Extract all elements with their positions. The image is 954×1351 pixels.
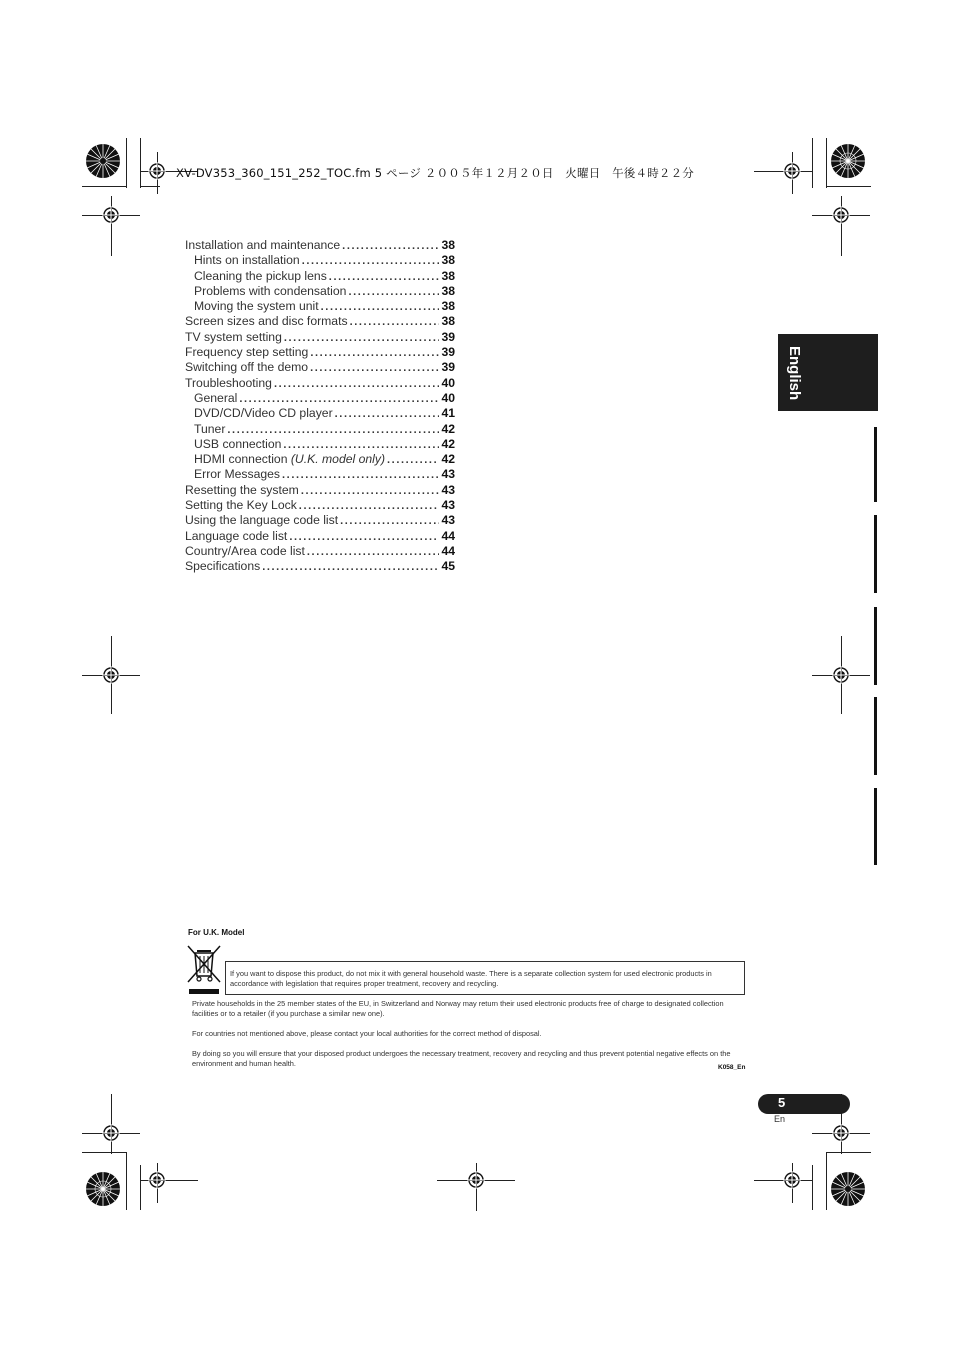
toc-entry-page: 44 (441, 543, 455, 558)
toc-entry-page: 43 (441, 498, 455, 513)
toc-leader-dots (340, 515, 439, 527)
toc-entry[interactable] (185, 314, 455, 329)
notice-code: K058_En (718, 1064, 746, 1071)
toc-entry[interactable] (185, 299, 455, 314)
toc-entry-title: Switching off the demo (185, 360, 309, 375)
toc-entry-page: 42 (441, 436, 455, 451)
registration-mark-icon (832, 666, 850, 684)
toc-leader-dots (307, 546, 440, 558)
toc-entry[interactable] (185, 238, 455, 253)
toc-entry[interactable] (185, 483, 455, 498)
toc-entry-page: 38 (441, 238, 455, 252)
registration-mark-icon (783, 162, 801, 180)
toc-leader-dots (387, 454, 439, 466)
starburst-target-icon (85, 143, 121, 179)
language-tab-label: English (786, 346, 803, 401)
toc-entry[interactable] (185, 406, 455, 421)
toc-entry-title: DVD/CD/Video CD player (194, 406, 333, 421)
toc-entry-title: Setting the Key Lock (185, 498, 297, 513)
starburst-target-icon (85, 1171, 121, 1207)
toc-entry-title: HDMI connection (U.K. model only) (194, 452, 386, 467)
registration-mark-icon (467, 1171, 485, 1189)
toc-entry-title: Installation and maintenance (185, 238, 341, 252)
toc-entry[interactable] (185, 345, 455, 360)
page-language: En (774, 1114, 786, 1124)
toc-leader-dots (282, 469, 439, 481)
toc-entry-title: Hints on installation (194, 253, 300, 268)
toc-entry[interactable] (185, 253, 455, 268)
toc-entry-title: Cleaning the pickup lens (194, 268, 327, 283)
toc-entry-page: 38 (441, 253, 455, 268)
toc-leader-dots (321, 301, 440, 313)
registration-mark-icon (832, 206, 850, 224)
notice-paragraph: Private households in the 25 member states of the EU, in Switzerland and Norway may return their used electronic products free of charge to designated collection facilities or to a retailer (if you purchase a similar new one). (192, 999, 724, 1018)
toc-entry-page: 38 (441, 283, 455, 298)
toc-entry[interactable] (185, 360, 455, 375)
toc-entry[interactable] (185, 513, 455, 528)
toc-entry-page: 39 (441, 329, 455, 344)
toc-leader-dots (239, 393, 439, 405)
toc-entry-title: Screen sizes and disc formats (185, 314, 348, 329)
toc-entry[interactable] (185, 529, 455, 544)
notice-paragraph: For countries not mentioned above, please contact your local authorities for the correct method of disposal. (192, 1029, 542, 1038)
starburst-target-icon (830, 1171, 866, 1207)
registration-mark-icon (102, 666, 120, 684)
toc-entry-title: Error Messages (194, 467, 281, 482)
file-header-line: XV-DV353_360_151_252_TOC.fm 5 ページ ２００５年１２月２０日 火曜日 午後４時２２分 (176, 166, 695, 180)
toc-leader-dots (227, 424, 439, 436)
toc-entry[interactable] (185, 467, 455, 482)
toc-entry-page: 44 (441, 528, 455, 543)
registration-mark-icon (148, 1171, 166, 1189)
toc-entry[interactable] (185, 330, 455, 345)
toc-entry[interactable] (185, 269, 455, 284)
toc-entry-title: Troubleshooting (185, 375, 272, 390)
registration-mark-icon (783, 1171, 801, 1189)
toc-entry-page: 38 (441, 268, 455, 283)
starburst-target-icon (830, 143, 866, 179)
page-number: 5 (778, 1095, 786, 1110)
toc-leader-dots (283, 439, 439, 451)
toc-entry[interactable] (185, 437, 455, 452)
toc-entry-page: 43 (441, 467, 455, 482)
registration-mark-icon (832, 1124, 850, 1142)
toc-entry-page: 43 (441, 482, 455, 497)
toc-entry-page: 40 (441, 375, 455, 390)
toc-entry[interactable] (185, 544, 455, 559)
toc-leader-dots (284, 332, 440, 344)
toc-leader-dots (310, 347, 439, 359)
toc-entry-page: 40 (441, 390, 455, 405)
toc-entry-title: Country/Area code list (185, 543, 305, 558)
toc-leader-dots (299, 500, 440, 512)
toc-leader-dots (329, 271, 440, 283)
page-number-badge (758, 1094, 850, 1114)
crossed-wheelie-bin-icon (186, 944, 222, 996)
toc-entry[interactable] (185, 498, 455, 513)
toc-entry-title: Frequency step setting (185, 345, 309, 360)
toc-entry-title: Tuner (194, 421, 226, 436)
toc-entry[interactable] (185, 559, 455, 574)
language-tab (778, 334, 878, 411)
notice-paragraph: By doing so you will ensure that your disposed product undergoes the necessary treatment, recovery and recycling and thus prevent potential negative effects on the environment and human health. (192, 1049, 731, 1068)
toc-entry-title: USB connection (194, 436, 282, 451)
toc-entry-title: Problems with condensation (194, 283, 347, 298)
toc-entry-title: General (194, 390, 238, 405)
toc-leader-dots (301, 485, 440, 497)
toc-entry-page: 42 (441, 452, 455, 467)
registration-mark-icon (102, 1124, 120, 1142)
toc-entry-title: Moving the system unit (194, 299, 319, 314)
toc-leader-dots (348, 286, 439, 298)
toc-entry-title: Language code list (185, 528, 288, 543)
toc-entry-page: 45 (441, 559, 455, 574)
toc-entry-page: 41 (441, 406, 455, 421)
toc-leader-dots (350, 316, 440, 328)
table-of-contents (185, 238, 455, 575)
toc-entry-page: 38 (441, 299, 455, 314)
toc-leader-dots (310, 362, 439, 374)
toc-leader-dots (274, 378, 439, 390)
registration-mark-icon (102, 206, 120, 224)
notice-title: For U.K. Model (188, 928, 245, 937)
toc-entry-page: 39 (441, 360, 455, 375)
toc-entry-title: TV system setting (185, 329, 282, 344)
toc-entry-page: 43 (441, 513, 455, 528)
disposal-notice-box: If you want to dispose this product, do not mix it with general household waste. There is a separate collection system for used electronic products in accordance with legislation that requires proper treatment, recovery and recycling. (225, 961, 745, 995)
toc-entry[interactable] (185, 284, 455, 299)
toc-entry-page: 39 (441, 345, 455, 360)
toc-entry[interactable] (185, 452, 455, 467)
toc-leader-dots (335, 408, 440, 420)
toc-leader-dots (342, 240, 439, 252)
toc-entry[interactable] (185, 422, 455, 437)
toc-entry-page: 38 (441, 314, 455, 329)
toc-entry-title: Resetting the system (185, 482, 299, 497)
toc-entry-title: Using the language code list (185, 513, 339, 528)
toc-entry[interactable] (185, 391, 455, 406)
toc-entry-title: Specifications (185, 559, 261, 574)
toc-entry-page: 42 (441, 421, 455, 436)
toc-leader-dots (289, 531, 439, 543)
toc-leader-dots (302, 255, 440, 267)
toc-entry[interactable] (185, 376, 455, 391)
toc-leader-dots (262, 561, 439, 573)
registration-mark-icon (148, 162, 166, 180)
